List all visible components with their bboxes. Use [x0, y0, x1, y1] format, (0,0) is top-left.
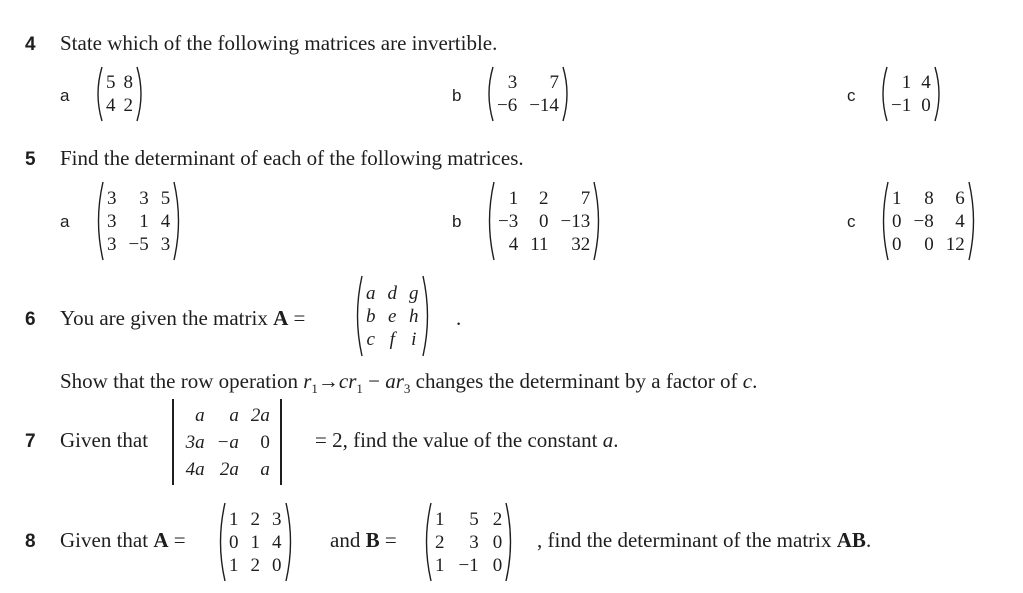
- right-paren: [136, 66, 146, 122]
- matrix-cell: a: [195, 404, 205, 426]
- matrix-cell: 2: [539, 187, 549, 209]
- matrix-cell: 0: [921, 95, 931, 116]
- q5-part-c-matrix: [878, 181, 979, 261]
- matrix-cell: 3: [107, 187, 117, 209]
- matrix-name-a: A: [153, 528, 169, 552]
- matrix-cell: 3: [160, 233, 171, 255]
- matrix-cell: a: [366, 282, 376, 304]
- q4-part-c-matrix: [878, 66, 944, 122]
- matrix-cell: 4: [106, 95, 116, 116]
- matrix-cell: 8: [123, 72, 133, 93]
- matrix-cell: −a: [216, 431, 239, 453]
- matrix-cell: a: [260, 458, 270, 480]
- matrix-cell: 11: [530, 233, 549, 255]
- matrix-cell: 3a: [185, 431, 205, 453]
- matrix-cell: 1: [508, 187, 519, 209]
- matrix-cell: −5: [128, 233, 149, 255]
- matrix-cell: b: [366, 305, 376, 327]
- question-5-number: 5: [25, 149, 36, 170]
- matrix-cell: g: [409, 282, 419, 304]
- matrix-cell: 3: [107, 233, 117, 255]
- matrix-cell: 2: [250, 554, 260, 576]
- q7-text-after: = 2, find the value of the constant a.: [315, 428, 619, 452]
- question-4-text: State which of the following matrices are invertible.: [60, 31, 498, 55]
- matrix-cell: h: [409, 305, 419, 327]
- matrix-cell: 0: [272, 554, 282, 576]
- q8-and-b: and B =: [330, 528, 397, 552]
- matrix-cell: 2a: [250, 404, 270, 426]
- matrix-cell: 12: [945, 233, 965, 255]
- matrix-cell: 1: [250, 531, 260, 553]
- matrix-cell: 7: [580, 187, 591, 209]
- matrix-cell: 2: [250, 508, 260, 530]
- matrix-cell: f: [389, 328, 395, 350]
- matrix-cell: 1: [229, 508, 239, 530]
- matrix-cell: 0: [539, 210, 549, 232]
- matrix-cell: 2: [123, 95, 133, 116]
- q4-part-a-label: a: [60, 86, 70, 105]
- matrix-cell: 1: [139, 210, 149, 232]
- q6-row-operation-text: Show that the row operation $r_1\to cr_1 - ar_3$ changes the determinant by a factor of c.: [60, 369, 758, 397]
- matrix-cell: −14: [529, 95, 559, 116]
- matrix-cell: −3: [498, 210, 519, 232]
- matrix-cell: 4: [508, 233, 519, 255]
- matrix-name-a: A: [273, 306, 289, 330]
- matrix-cell: 0: [892, 210, 902, 232]
- matrix-cell: 2: [492, 508, 503, 530]
- matrix-cell: −8: [913, 210, 934, 232]
- matrix-cell: 4: [921, 72, 931, 93]
- q7-determinant: [172, 399, 282, 485]
- q6-text: You are given the matrix: [60, 306, 274, 330]
- q8-matrix-b: [421, 502, 516, 582]
- q5-part-b-label: b: [452, 212, 462, 231]
- matrix-cell: 3: [469, 531, 479, 553]
- q4-part-a-matrix: [93, 66, 146, 122]
- matrix-cell: 3: [272, 508, 282, 530]
- matrix-cell: 1: [435, 508, 445, 530]
- matrix-cell: 2a: [219, 458, 239, 480]
- matrix-cell: 2: [435, 531, 445, 553]
- q4-part-c-label: c: [847, 86, 856, 105]
- matrix-name-ab: AB: [836, 528, 866, 552]
- matrix-cell: 0: [492, 531, 503, 553]
- matrix-cell: 8: [924, 187, 934, 209]
- matrix-cell: 7: [549, 72, 559, 93]
- q8-matrix-a: [215, 502, 296, 582]
- matrix-cell: 3: [107, 210, 117, 232]
- q6-matrix: [352, 275, 433, 357]
- q8-text-after: , find the determinant of the matrix AB.: [537, 528, 872, 552]
- matrix-cell: a: [229, 404, 239, 426]
- matrix-cell: c: [366, 328, 375, 350]
- matrix-cell: 4: [272, 531, 282, 553]
- q5-part-a-matrix: [93, 181, 184, 261]
- matrix-cell: −6: [497, 95, 518, 116]
- matrix-cell: d: [387, 282, 397, 304]
- equals-sign: =: [288, 306, 306, 330]
- matrix-cell: −1: [891, 95, 912, 116]
- q5-part-b-matrix: [484, 181, 604, 261]
- matrix-cell: 0: [229, 531, 239, 553]
- left-paren: [93, 66, 103, 122]
- q7-text-before: Given that: [60, 428, 149, 452]
- matrix-cell: 1: [901, 72, 912, 93]
- question-4-number: 4: [25, 34, 36, 55]
- det-bar-right: [280, 399, 282, 485]
- matrix-cell: 5: [160, 187, 171, 209]
- question-6-intro: [60, 306, 305, 331]
- matrix-cell: i: [411, 328, 417, 350]
- matrix-cell: 0: [260, 431, 270, 453]
- matrix-cell: −1: [458, 554, 479, 576]
- q5-part-c-label: c: [847, 212, 856, 231]
- matrix-cell: 4: [160, 210, 171, 232]
- q6-period: .: [456, 306, 462, 330]
- question-5-text: Find the determinant of each of the following matrices.: [60, 146, 524, 170]
- matrix-cell: 1: [892, 187, 902, 209]
- matrix-cell: 6: [955, 187, 965, 209]
- q4-part-b-label: b: [452, 86, 462, 105]
- question-7-number: 7: [25, 431, 36, 452]
- matrix-cell: 0: [924, 233, 934, 255]
- matrix-cell: 0: [492, 554, 503, 576]
- question-8-number: 8: [25, 531, 36, 552]
- matrix-cell: 5: [469, 508, 479, 530]
- matrix-name-b: B: [365, 528, 380, 552]
- matrix-cell: 4a: [185, 458, 205, 480]
- matrix-cell: −13: [560, 210, 591, 232]
- matrix-cell: 3: [139, 187, 149, 209]
- q4-part-b-matrix: [484, 66, 572, 122]
- q5-part-a-label: a: [60, 212, 70, 231]
- matrix-cell: 0: [892, 233, 902, 255]
- matrix-cell: 3: [507, 72, 518, 93]
- matrix-cell: 32: [571, 233, 591, 255]
- matrix-cell: 1: [435, 554, 445, 576]
- q8-intro: Given that A =: [60, 528, 186, 552]
- matrix-cell: e: [388, 305, 397, 327]
- question-6-number: 6: [25, 309, 36, 330]
- matrix-cell: 4: [955, 210, 965, 232]
- matrix-cell: 5: [106, 72, 116, 93]
- matrix-cell: 1: [229, 554, 239, 576]
